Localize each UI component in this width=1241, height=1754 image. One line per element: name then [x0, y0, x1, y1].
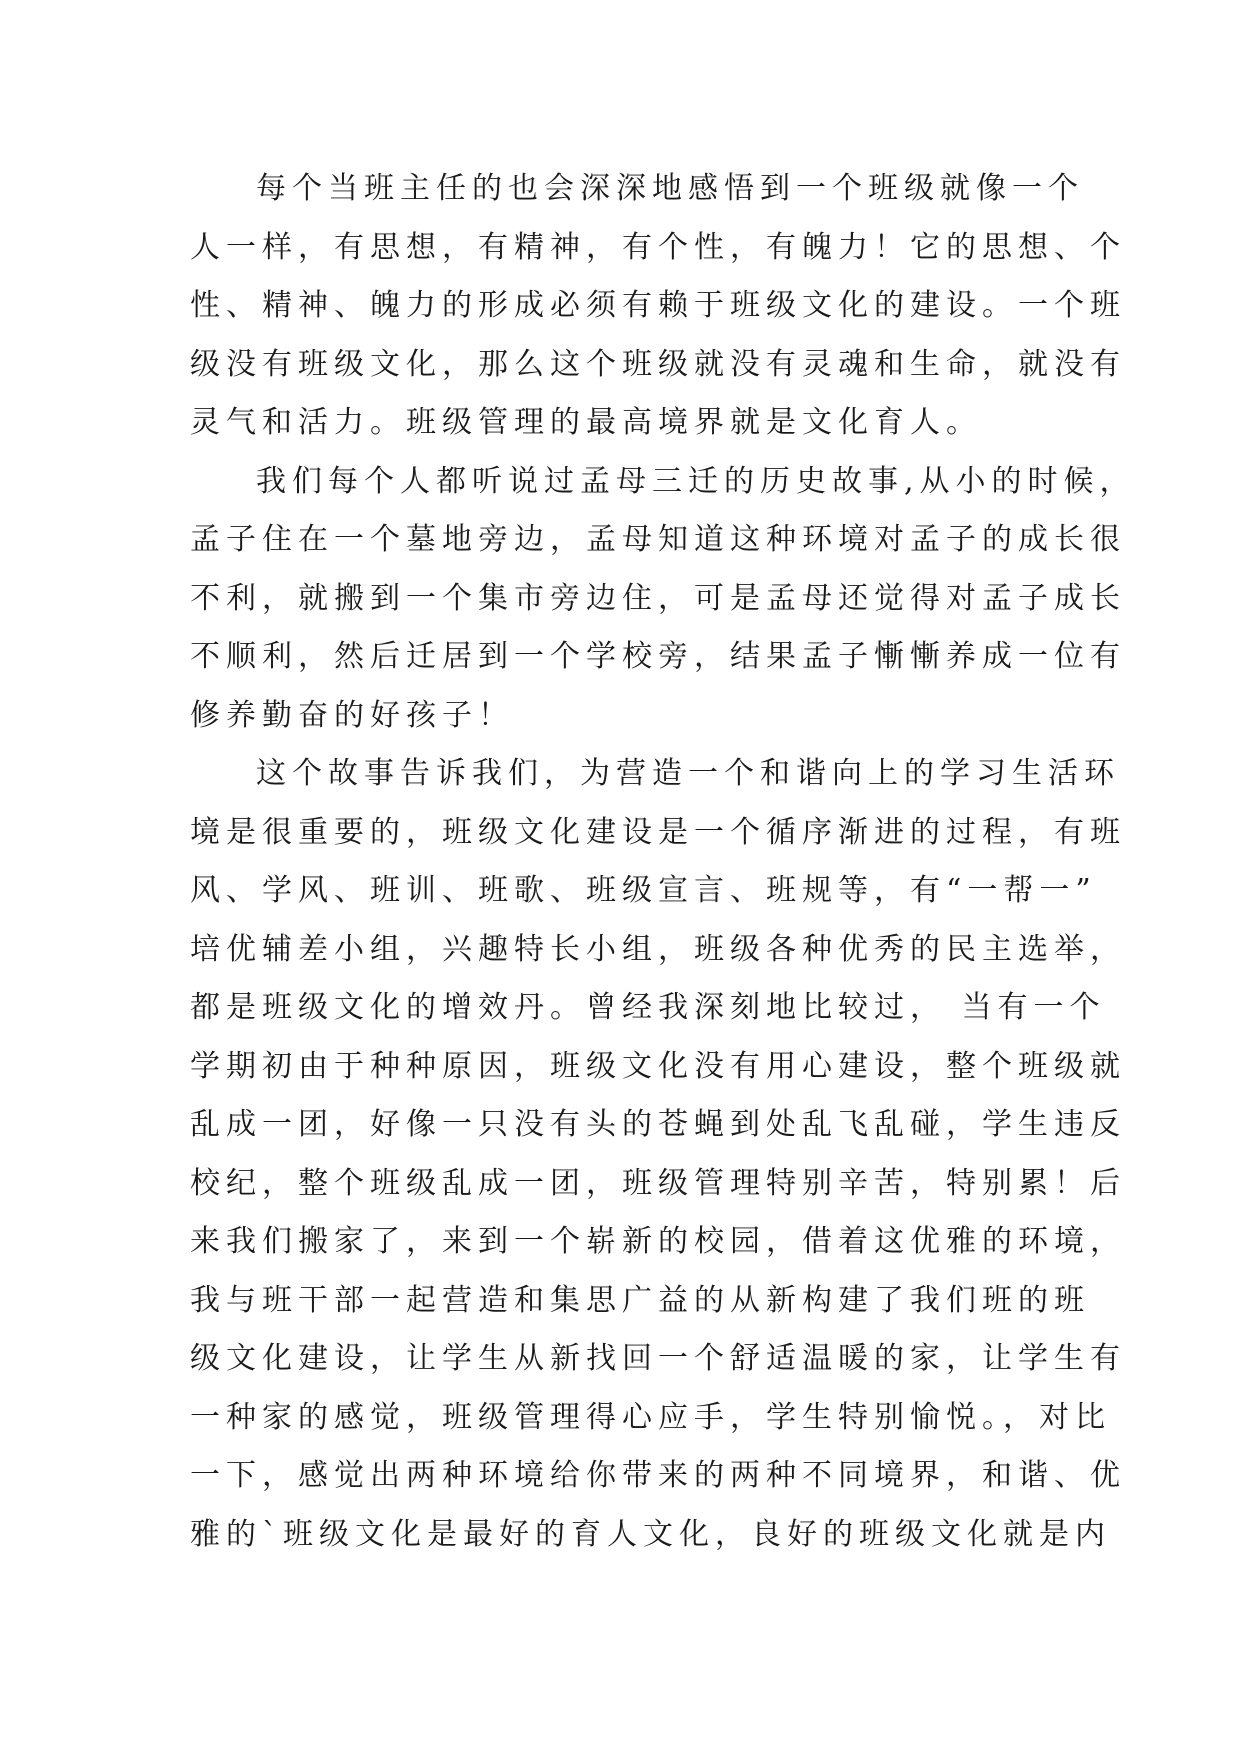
text-line: 人一样，有思想，有精神，有个性，有魄力！它的思想、个 — [190, 229, 1126, 265]
text-line: 境是很重要的，班级文化建设是一个循序渐进的过程，有班 — [190, 814, 1126, 850]
text-line: 培优辅差小组，兴趣特长小组，班级各种优秀的民主选举， — [190, 931, 1126, 967]
text-line: 级没有班级文化，那么这个班级就没有灵魂和生命，就没有 — [190, 346, 1126, 382]
text-line: 孟子住在一个墓地旁边，孟母知道这种环境对孟子的成长很 — [190, 522, 1126, 557]
document-body — [190, 160, 1136, 1564]
text-line: 不利，就搬到一个集市旁边住，可是孟母还觉得对孟子成长 — [190, 580, 1126, 616]
text-line: 我与班干部一起营造和集思广益的从新构建了我们班的班 — [190, 1282, 1090, 1318]
text-line: 性、精神、魄力的形成必须有赖于班级文化的建设。一个班 — [190, 288, 1126, 323]
text-line: 校纪，整个班级乱成一团，班级管理特别辛苦，特别累！后 — [190, 1165, 1126, 1201]
text-line: 都是班级文化的增效丹。曾经我深刻地比较过， 当有一个 — [190, 990, 1106, 1025]
text-line: 不顺利，然后迁居到一个学校旁，结果孟子慚慚养成一位有 — [190, 639, 1126, 674]
paragraph-1 — [190, 160, 1126, 453]
text-line: 修养勤奋的好孩子！ — [190, 697, 514, 733]
text-line: 乱成一团，好像一只没有头的苍蝇到处乱飞乱碰，学生违反 — [190, 1107, 1126, 1142]
text-line: 我们每个人都听说过孟母三迁的历史故事,从小的时候， — [256, 463, 1136, 499]
text-line: 一种家的感觉，班级管理得心应手，学生特别愉悦。，对比 — [190, 1399, 1111, 1435]
text-line: 级文化建设，让学生从新找回一个舒适温暖的家，让学生有 — [190, 1341, 1126, 1376]
paragraph-3 — [190, 745, 1126, 1564]
text-line: 每个当班主任的也会深深地感悟到一个班级就像一个 — [256, 171, 1084, 206]
text-line: 风、学风、班训、班歌、班级宣言、班规等，有“一帮一” — [190, 873, 1097, 908]
text-line: 一下，感觉出两种环境给你带来的两种不同境界，和谐、优 — [190, 1458, 1126, 1493]
text-line: 灵气和活力。班级管理的最高境界就是文化育人。 — [190, 405, 982, 440]
paragraph-2 — [190, 453, 1136, 746]
text-line: 学期初由于种种原因，班级文化没有用心建设，整个班级就 — [190, 1048, 1126, 1084]
text-line: 这个故事告诉我们，为营造一个和谐向上的学习生活环 — [256, 756, 1120, 791]
text-line: 来我们搬家了，来到一个崭新的校园，借着这优雅的环境， — [190, 1224, 1126, 1259]
text-line: 雅的`班级文化是最好的育人文化，良好的班级文化就是内 — [190, 1516, 1111, 1552]
